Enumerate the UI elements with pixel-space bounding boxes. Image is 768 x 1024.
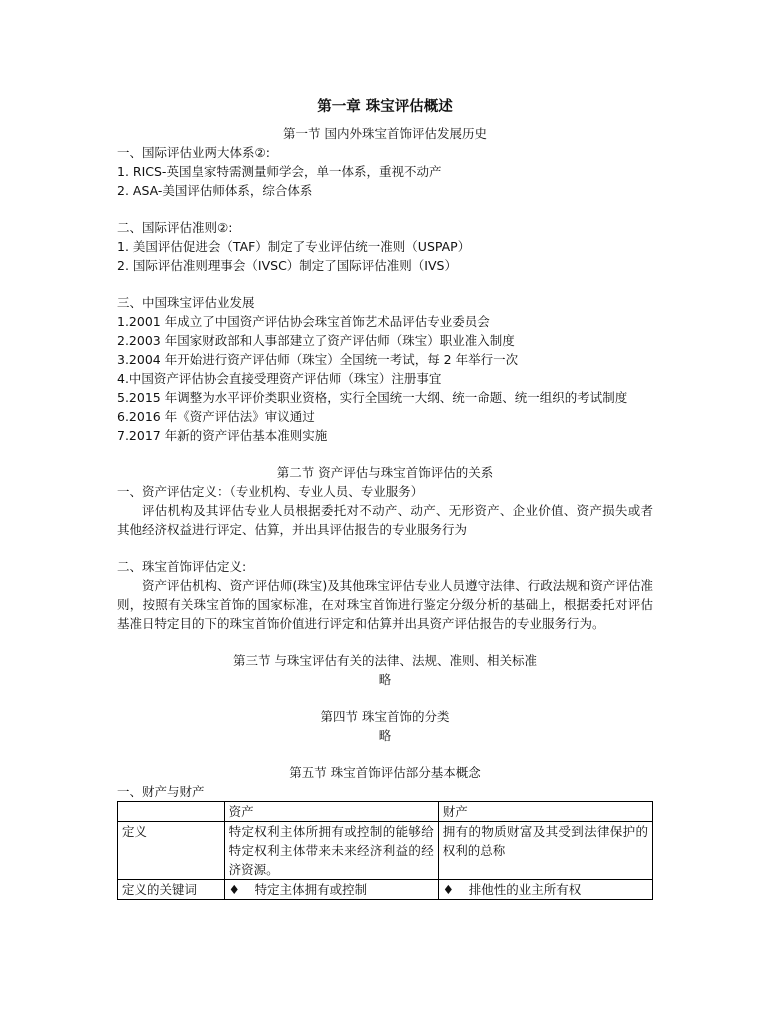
concepts-table (117, 801, 653, 900)
heading-jewelry-appraisal-definition: 二、珠宝首饰评估定义: (117, 559, 247, 574)
table-cell (224, 880, 438, 900)
table-cell: 定义的关键词 (118, 880, 225, 900)
table-row (118, 880, 653, 900)
heading-china-development: 三、中国珠宝评估业发展 (117, 295, 255, 310)
paragraph-asset-appraisal: 评估机构及其评估专业人员根据委托对不动产、动产、无形资产、企业价值、资产损失或者其他经济权益进行评定、估算，并出具评估报告的专业服务行为 (117, 503, 653, 537)
table-row (118, 822, 653, 880)
bullet-diamond-icon: ♦ (228, 882, 240, 897)
paragraph-jewelry-appraisal: 资产评估机构、资产评估师(珠宝)及其他珠宝评估专业人员遵守法律、行政法规和资产评估准则，按照有关珠宝首饰的国家标准，在对珠宝首饰进行鉴定分级分析的基础上，根据委托对评估基准日特定目的下的珠宝首饰价值进行评定和估算并出具资产评估报告的专业服务行为。 (117, 578, 653, 631)
section-3-note: 略 (378, 672, 392, 687)
list-item: 3.2004 年开始进行资产评估师（珠宝）全国统一考试，每 2 年举行一次 (117, 352, 519, 367)
table-cell: 定义 (118, 822, 225, 880)
table-cell: 特定权利主体所拥有或控制的能够给特定权利主体带来未来经济利益的经济资源。 (224, 822, 438, 880)
table-cell-text: 排他性的业主所有权 (468, 882, 582, 897)
list-item: 7.2017 年新的资产评估基本准则实施 (117, 428, 328, 443)
table-cell-text: 特定主体拥有或控制 (254, 882, 368, 897)
section-5-title: 第五节 珠宝首饰评估部分基本概念 (289, 765, 481, 780)
heading-international-standards: 二、国际评估准则②: (117, 220, 233, 235)
list-item: 1. RICS-英国皇家特需测量师学会，单一体系，重视不动产 (117, 164, 442, 179)
table-header-cell: 资产 (224, 802, 438, 822)
section-2-title: 第二节 资产评估与珠宝首饰评估的关系 (276, 465, 494, 480)
table-header-cell (118, 802, 225, 822)
list-item: 1. 美国评估促进会（TAF）制定了专业评估统一准则（USPAP） (117, 239, 471, 254)
heading-asset-appraisal-definition: 一、资产评估定义：（专业机构、专业人员、专业服务） (117, 484, 424, 499)
table-header-row (118, 802, 653, 822)
heading-international-systems: 一、国际评估业两大体系②: (117, 145, 270, 160)
list-item: 4.中国资产评估协会直接受理资产评估师（珠宝）注册事宜 (117, 371, 442, 386)
heading-asset-and-property: 一、财产与财产 (117, 784, 205, 799)
list-item: 2. ASA-美国评估师体系，综合体系 (117, 183, 313, 198)
document-content (117, 96, 653, 900)
table-cell (438, 880, 652, 900)
chapter-title: 第一章 珠宝评估概述 (317, 99, 453, 115)
section-4-title: 第四节 珠宝首饰的分类 (320, 709, 450, 724)
bullet-diamond-icon: ♦ (442, 882, 455, 897)
list-item: 6.2016 年《资产评估法》审议通过 (117, 409, 315, 424)
table-header-cell: 财产 (438, 802, 652, 822)
section-1-title: 第一节 国内外珠宝首饰评估发展历史 (283, 126, 487, 141)
list-item: 5.2015 年调整为水平评价类职业资格，实行全国统一大纲、统一命题、统一组织的考试制度 (117, 390, 628, 405)
table-cell: 拥有的物质财富及其受到法律保护的权利的总称 (438, 822, 652, 880)
list-item: 1.2001 年成立了中国资产评估协会珠宝首饰艺术品评估专业委员会 (117, 314, 490, 329)
section-4-note: 略 (378, 728, 392, 743)
list-item: 2. 国际评估准则理事会（IVSC）制定了国际评估准则（IVS） (117, 258, 457, 273)
section-3-title: 第三节 与珠宝评估有关的法律、法规、准则、相关标准 (233, 653, 537, 668)
list-item: 2.2003 年国家财政部和人事部建立了资产评估师（珠宝）职业准入制度 (117, 333, 515, 348)
